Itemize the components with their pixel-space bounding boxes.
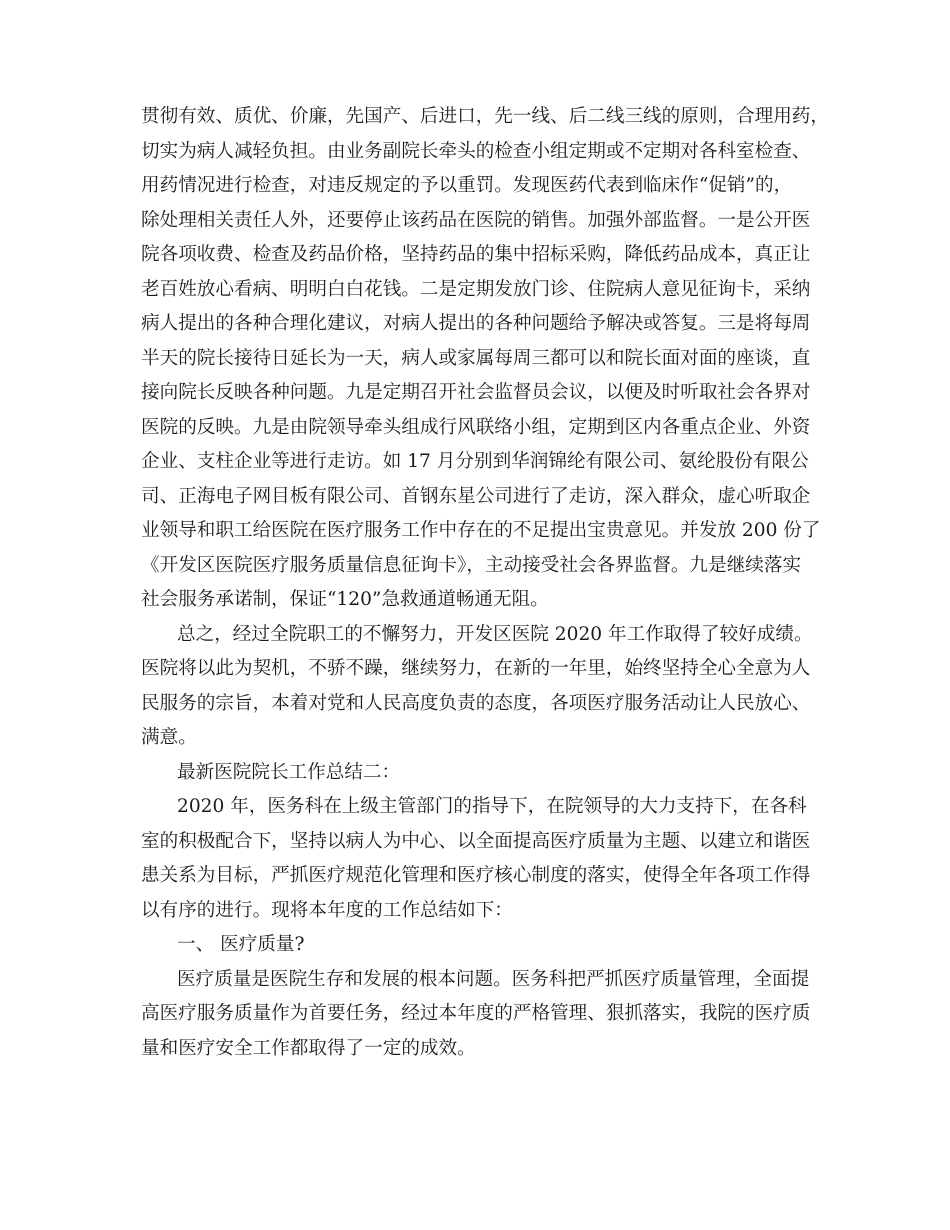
- text-line: 贯彻有效、质优、价廉，先国产、后进口，先一线、后二线三线的原则，合理用药，: [141, 106, 829, 127]
- paragraph-start-line: 2020 年，医务科在上级主管部门的指导下，在院领导的大力支持下，在各科: [177, 796, 807, 817]
- text-line: 《开发区医院医疗服务质量信息征询卡》，主动接受社会各界监督。九是继续落实: [141, 554, 802, 576]
- text-line: 满意。: [141, 727, 197, 748]
- text-line: 高医疗服务质量作为首要任务，经过本年度的严格管理、狠抓落实，我院的医疗质: [141, 1003, 811, 1024]
- text-line: 医院将以此为契机，不骄不躁，继续努力，在新的一年里，始终坚持全心全意为人: [141, 658, 811, 679]
- text-line: 医院的反映。九是由院领导牵头组成行风联络小组，定期到区内各重点企业、外资: [141, 416, 811, 438]
- text-line: 量和医疗安全工作都取得了一定的成效。: [141, 1037, 476, 1059]
- subsection-heading: 一、 医疗质量?: [177, 934, 305, 955]
- text-line: 企业、支柱企业等进行走访。如 17 月分别到华润锦纶有限公司、氨纶股份有限公: [141, 451, 809, 472]
- text-line: 病人提出的各种合理化建议，对病人提出的各种问题给予解决或答复。三是将每周: [141, 313, 811, 334]
- text-line: 患关系为目标，严抓医疗规范化管理和医疗核心制度的落实，使得全年各项工作得: [141, 865, 811, 886]
- text-line: 室的积极配合下，坚持以病人为中心、以全面提高医疗质量为主题、以建立和谐医: [141, 830, 811, 852]
- text-line: 民服务的宗旨，本着对党和人民高度负责的态度，各项医疗服务活动让人民放心、: [141, 692, 811, 714]
- section-heading: 最新医院院长工作总结二：: [177, 761, 401, 783]
- text-line: 半天的院长接待日延长为一天，病人或家属每周三都可以和院长面对面的座谈，直: [141, 347, 811, 369]
- text-line: 院各项收费、检查及药品价格，坚持药品的集中招标采购，降低药品成本，真正让: [141, 244, 811, 265]
- text-line: 除处理相关责任人外，还要停止该药品在医院的销售。加强外部监督。一是公开医: [141, 209, 811, 231]
- text-line: 用药情况进行检查，对违反规定的予以重罚。发现医药代表到临床作“促销”的，: [141, 175, 793, 196]
- text-line: 接向院长反映各种问题。九是定期召开社会监督员会议，以便及时听取社会各界对: [141, 382, 811, 403]
- text-line: 社会服务承诺制，保证“120”急救通道畅通无阻。: [141, 589, 549, 610]
- document-body: [141, 100, 831, 1066]
- text-line: 司、正海电子网目板有限公司、首钢东星公司进行了走访，深入群众，虚心听取企: [141, 485, 811, 507]
- paragraph-start-line: 总之，经过全院职工的不懈努力，开发区医院 2020 年工作取得了较好成绩。: [177, 623, 813, 645]
- text-line: 以有序的进行。现将本年度的工作总结如下：: [141, 899, 513, 921]
- paragraph-start-line: 医疗质量是医院生存和发展的根本问题。医务科把严抓医疗质量管理，全面提: [177, 968, 810, 990]
- text-line: 老百姓放心看病、明明白白花钱。二是定期发放门诊、住院病人意见征询卡，采纳: [141, 278, 811, 300]
- text-line: 业领导和职工给医院在医疗服务工作中存在的不足提出宝贵意见。并发放 200 份了: [141, 520, 821, 541]
- text-line: 切实为病人减轻负担。由业务副院长牵头的检查小组定期或不定期对各科室检查、: [141, 140, 811, 162]
